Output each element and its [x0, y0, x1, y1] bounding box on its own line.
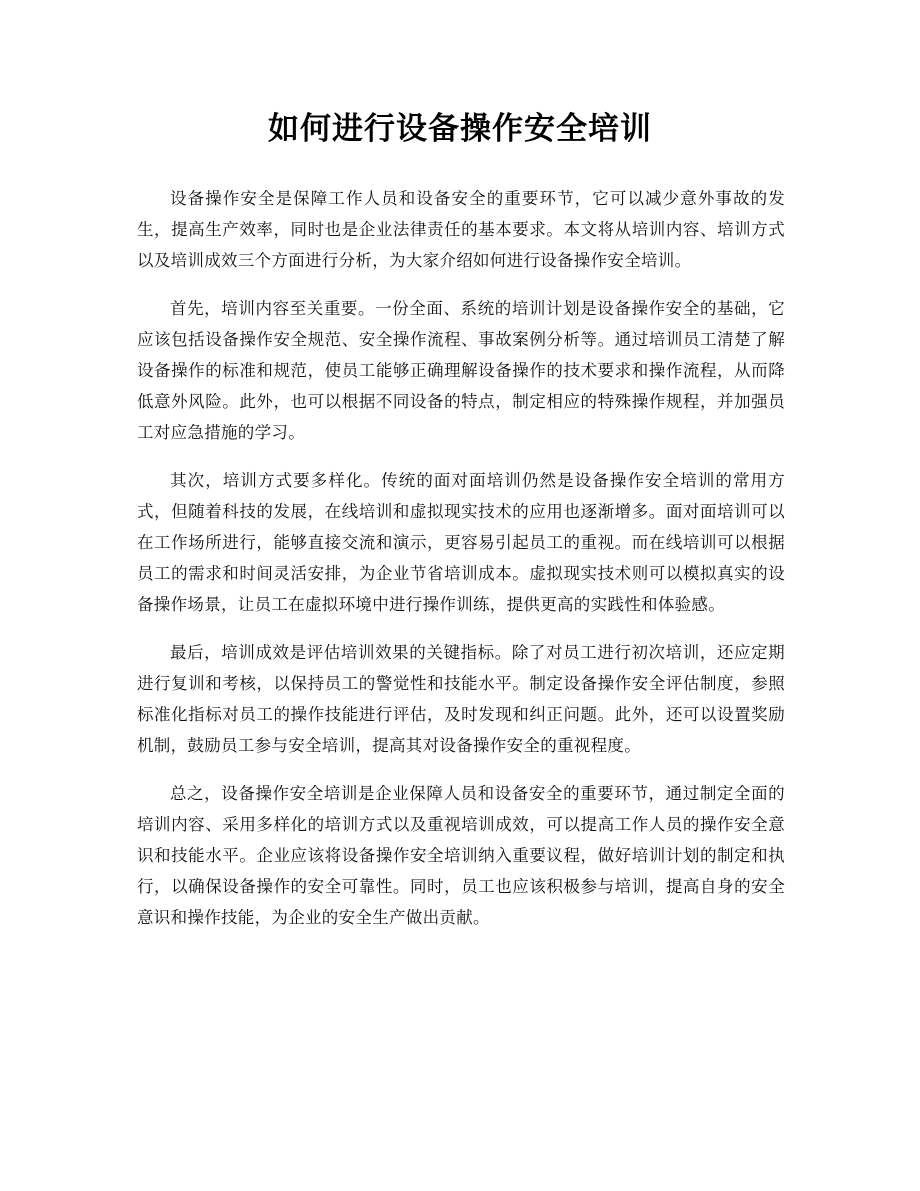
paragraph-intro: 设备操作安全是保障工作人员和设备安全的重要环节，它可以减少意外事故的发生，提高生产效率，同时也是企业法律责任的基本要求。本文将从培训内容、培训方式以及培训成效三个方面进行分析，为大家介绍如何进行设备操作安全培训。	[137, 189, 785, 270]
paragraph-training-methods: 其次，培训方式要多样化。传统的面对面培训仍然是设备操作安全培训的常用方式，但随着科技的发展，在线培训和虚拟现实技术的应用也逐渐增多。面对面培训可以在工作场所进行，能够直接交流和演示，更容易引起员工的重视。而在线培训可以根据员工的需求和时间灵活安排，为企业节省培训成本。虚拟现实技术则可以模拟真实的设备操作场景，让员工在虚拟环境中进行操作训练，提供更高的实践性和体验感。	[137, 471, 785, 614]
paragraph-training-results: 最后，培训成效是评估培训效果的关键指标。除了对员工进行初次培训，还应定期进行复训和考核，以保持员工的警觉性和技能水平。制定设备操作安全评估制度，参照标准化指标对员工的操作技能进行评估，及时发现和纠正问题。此外，还可以设置奖励机制，鼓励员工参与安全培训，提高其对设备操作安全的重视程度。	[137, 643, 785, 755]
document-body	[137, 183, 785, 950]
paragraph-conclusion: 总之，设备操作安全培训是企业保障人员和设备安全的重要环节，通过制定全面的培训内容、采用多样化的培训方式以及重视培训成效，可以提高工作人员的操作安全意识和技能水平。企业应该将设备操作安全培训纳入重要议程，做好培训计划的制定和执行，以确保设备操作的安全可靠性。同时，员工也应该积极参与培训，提高自身的安全意识和操作技能，为企业的安全生产做出贡献。	[137, 784, 785, 927]
paragraph-training-content: 首先，培训内容至关重要。一份全面、系统的培训计划是设备操作安全的基础，它应该包括设备操作安全规范、安全操作流程、事故案例分析等。通过培训员工清楚了解设备操作的标准和规范，使员工能够正确理解设备操作的技术要求和操作流程，从而降低意外风险。此外，也可以根据不同设备的特点，制定相应的特殊操作规程，并加强员工对应急措施的学习。	[137, 299, 785, 442]
document-title: 如何进行设备操作安全培训	[268, 111, 652, 147]
